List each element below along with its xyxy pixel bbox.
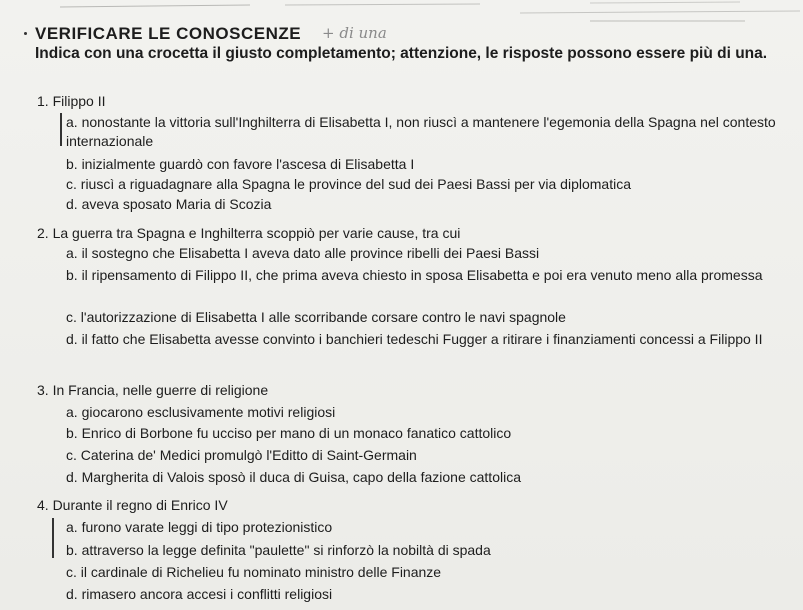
question-4-option-c[interactable]: c. il cardinale di Richelieu fu nominato ministro delle Finanze [66, 564, 442, 580]
question-2-option-a[interactable]: a. il sostegno che Elisabetta I aveva dato alle province ribelli dei Paesi Bassi [66, 245, 540, 261]
question-2-option-b[interactable]: b. il ripensamento di Filippo II, che prima aveva chiesto in sposa Elisabetta e poi era venuto meno alla promessa [66, 267, 763, 283]
question-3-stem: 3. In Francia, nelle guerre di religione [37, 382, 269, 398]
question-4-option-a[interactable]: a. furono varate leggi di tipo protezionistico [66, 519, 333, 535]
question-2-stem: 2. La guerra tra Spagna e Inghilterra scoppiò per varie cause, tra cui [37, 225, 461, 241]
question-1-option-d[interactable]: d. aveva sposato Maria di Scozia [66, 196, 272, 212]
question-4-option-d[interactable]: d. rimasero ancora accesi i conflitti religiosi [66, 586, 333, 602]
question-1-option-a[interactable]: a. nonostante la vittoria sull'Inghilterra di Elisabetta I, non riuscì a mantenere l'egemonia della Spagna nel contesto internazionale [66, 114, 776, 149]
check-mark-q4 [52, 518, 54, 558]
check-mark-q1a [60, 113, 62, 146]
question-2-option-c[interactable]: c. l'autorizzazione di Elisabetta I alle scorribande corsare contro le navi spagnole [66, 309, 566, 325]
ruled-lines [0, 0, 803, 24]
section-title: VERIFICARE LE CONOSCENZE [35, 24, 302, 43]
question-1-option-c[interactable]: c. riuscì a riguadagnare alla Spagna le province del sud dei Paesi Bassi per via diplomatica [66, 176, 631, 192]
question-3-option-a[interactable]: a. giocarono esclusivamente motivi religiosi [66, 404, 336, 420]
question-3-option-c[interactable]: c. Caterina de' Medici promulgò l'Editto di Saint-Germain [66, 447, 417, 463]
question-4-stem: 4. Durante il regno di Enrico IV [37, 497, 228, 513]
handwritten-note: + di una [322, 24, 387, 42]
question-3-option-b[interactable]: b. Enrico di Borbone fu ucciso per mano di un monaco fanatico cattolico [66, 425, 512, 441]
instructions-text: Indica con una crocetta il giusto completamento; attenzione, le risposte possono essere più di una. [35, 45, 768, 62]
question-4-option-b[interactable]: b. attraverso la legge definita "paulette" si rinforzò la nobiltà di spada [66, 542, 491, 558]
question-3-option-d[interactable]: d. Margherita di Valois sposò il duca di Guisa, capo della fazione cattolica [66, 469, 521, 485]
header-bullet [24, 32, 27, 35]
question-2-option-d[interactable]: d. il fatto che Elisabetta avesse convinto i banchieri tedeschi Fugger a ritirare i finanziamenti concessi a Filippo II [66, 331, 763, 347]
question-1-option-b[interactable]: b. inizialmente guardò con favore l'ascesa di Elisabetta I [66, 156, 415, 172]
question-1-stem: 1. Filippo II [37, 93, 106, 109]
